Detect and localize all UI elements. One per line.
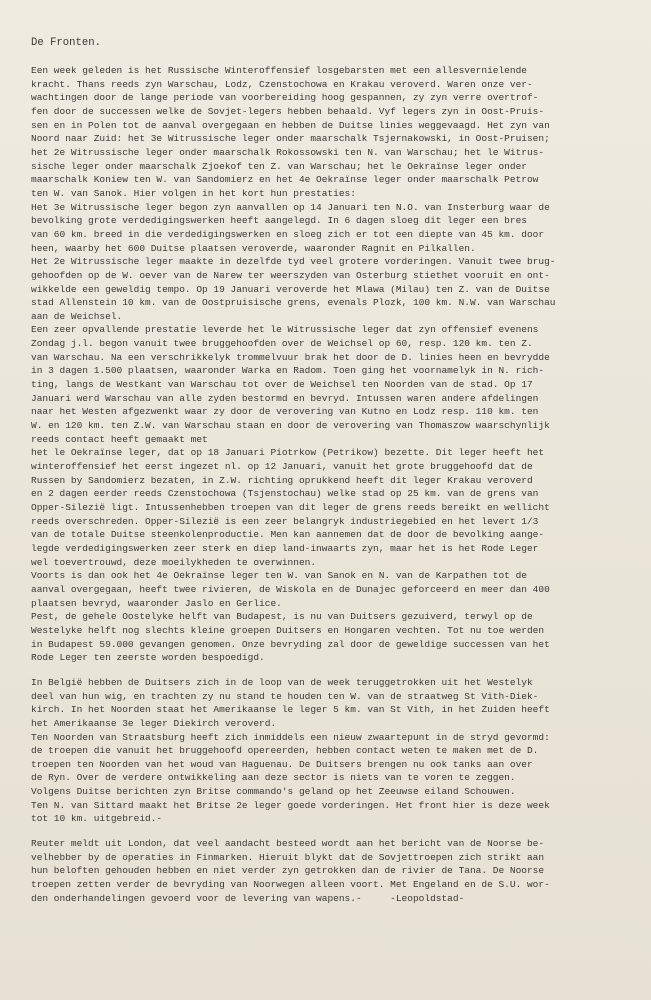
text-line: winteroffensief het eerst ingezet nl. op 12 Januari, vanuit het grote bruggehoofd dat de (31, 461, 533, 473)
text-line: van de totale Duitse steenkolenproductie. Men kan aannemen dat de door de bevolking aange- (31, 529, 545, 541)
text-line: aan de Weichsel. (31, 310, 123, 322)
text-line: Een week geleden is het Russische Winteroffensief losgebarsten met een allesvernielende (31, 65, 527, 76)
document-title: De Fronten. (31, 37, 101, 49)
text-line: ten W. van Sanok. Hier volgen in het kort hun prestaties: (31, 187, 356, 199)
text-line: plaatsen bevryd, waaronder Jaslo en Gerlice. (31, 597, 282, 609)
text-line: kracht. Thans reeds zyn Warschau, Lodz, Czenstochowa en Krakau veroverd. Waren onze ver- (31, 78, 533, 90)
text-line: Het 2e Witrussische leger maakte in dezelfde tyd veel grotere vorderingen. Vanuit twee brug- (31, 256, 556, 268)
text-line: wel toevertrouwd, deze moeilykheden te overwinnen. (31, 556, 317, 568)
text-line: ting, langs de Westkant van Warschau tot over de Weichsel ten Noorden van de stad. Op 17 (31, 379, 533, 391)
text-line: Pest, de gehele Oostelyke helft van Budapest, is nu van Duitsers gezuiverd, terwyl op de (31, 611, 533, 623)
text-line: Russen by Sandomierz bezaten, in Z.W. richting oprukkend heeft dit leger Krakau veroverd (31, 474, 533, 486)
text-line: sische leger onder maarschalk Zjoekof ten Z. van Warschau; het le Oekraïnse leger onder (31, 160, 527, 172)
text-line: W. en 120 km. ten Z.W. van Warschau staan en door de verovering van Thomaszow waarschynlijk (31, 420, 550, 432)
text-line: in 3 dagen 1.500 plaatsen, waaronder Warka en Radom. Toen ging het voornamelyk in N. rich- (31, 365, 545, 377)
text-line: sen en in Polen tot de aanval overgegaan en hebben de Duitse linies weggevaagd. Het zyn van (31, 119, 550, 131)
text-line: Ten N. van Sittard maakt het Britse 2e leger goede vorderingen. Het front hier is deze week (31, 799, 550, 811)
text-line: legde verdedigingswerken zeer sterk en diep land-inwaarts zyn, maar het is het Rode Leger (31, 542, 539, 554)
text-line: van Warschau. Na een verschrikkelyk trommelvuur brak het door de D. linies heen en bevrydde (31, 351, 550, 363)
text-line: Reuter meldt uit London, dat veel aandacht besteed wordt aan het bericht van de Noorse be- (31, 838, 545, 850)
text-line: hun beloften gehouden hebben en niet verder zyn getrokken dan de rivier de Tana. De Noorse (31, 865, 545, 877)
text-line: Westelyke helft nog slechts kleine groepen Duitsers en Hongaren vechten. Tot nu toe werden (31, 624, 545, 636)
text-line: tot 10 km. uitgebreid.- (31, 813, 163, 825)
text-line: aanval overgegaan, heeft twee rivieren, de Wiskola en de Dunajec geforceerd en meer dan 400 (31, 583, 550, 595)
paragraph-gap (31, 665, 635, 676)
text-line: Zondag j.l. begon vanuit twee bruggehoofden over de Weichsel op 60, resp. 120 km. ten Z. (31, 338, 533, 350)
text-line: de Ryn. Over de verdere ontwikkeling aan deze sector is niets van te voren te zeggen. (31, 772, 516, 784)
text-line: het le Oekraïnse leger, dat op 18 Januari Piotrkow (Petrikow) bezette. Dit leger heeft het (31, 447, 545, 459)
text-line: Ten Noorden van Straatsburg heeft zich inmiddels een nieuw zwaartepunt in de stryd gevormd: (31, 731, 550, 743)
text-line: Het 3e Witrussische leger begon zyn aanvallen op 14 Januari ten N.O. van Insterburg waar de (31, 201, 550, 213)
text-line: het 2e Witrussische leger onder maarschalk Rokossowski ten N. van Warschau; het le Witrus- (31, 146, 545, 158)
text-line: In België hebben de Duitsers zich in de loop van de week teruggetrokken uit het Westelyk (31, 676, 533, 688)
text-line: reeds contact heeft gemaakt met (31, 433, 208, 445)
text-line: Een zeer opvallende prestatie leverde het le Witrussische leger dat zyn offensief evenens (31, 324, 539, 336)
text-line: troepen ten Noorden van het woud van Haguenau. De Duitsers brengen nu ook tanks aan over (31, 758, 533, 770)
text-line: de troepen die vanuit het bruggehoofd opereerden, hebben contact weten te maken met de D. (31, 745, 539, 757)
paragraph (31, 64, 635, 665)
text-line: den onderhandelingen gevoerd voor de levering van wapens.- -Leopoldstad- (31, 892, 465, 904)
paragraph (31, 676, 635, 826)
text-line: reeds overschreden. Opper-Silezië is een zeer belangryk industriegebied en het levert 1/3 (31, 515, 539, 527)
text-line: heen, waarby het 600 Duitse plaatsen veroverde, waaronder Ragnit en Pilkallen. (31, 242, 476, 254)
document-body (31, 64, 635, 905)
text-line: Januari werd Warschau van alle zyden bestormd en bevryd. Intussen waren andere afdelingen (31, 392, 539, 404)
paragraph (31, 837, 635, 905)
text-line: troepen zetten verder de bevryding van Noorwegen alleen voort. Met Engeland en de S.U. wor- (31, 879, 550, 891)
text-line: Voorts is dan ook het 4e Oekraïnse leger ten W. van Sanok en N. van de Karpathen tot de (31, 570, 527, 582)
text-line: en 2 dagen eerder reeds Czenstochowa (Tsjenstochau) welke stad op 25 km. van de grens van (31, 488, 539, 500)
text-line: Opper-Silezië ligt. Intussenhebben troepen van dit leger de grens reeds bereikt en wellicht (31, 502, 550, 513)
text-line: deel van hun wig, en trachten zy nu stand te houden ten W. van de straatweg St Vith-Diek- (31, 690, 539, 702)
text-line: Rode Leger ten zeerste worden bespoedigd. (31, 652, 265, 664)
text-line: velhebber by de operaties in Finmarken. Hieruit blykt dat de Sovjettroepen zich strikt aan (31, 851, 545, 863)
text-line: het Amerikaanse 3e leger Diekirch veroverd. (31, 717, 277, 729)
text-line: in Budapest 59.000 gevangen genomen. Onze bevryding zal door de geweldige successen van het (31, 638, 550, 650)
text-line: bevolking grote verdedigingswerken heeft aangelegd. In 6 dagen sloeg dit leger een bres (31, 215, 527, 227)
text-line: gehoofden op de W. oever van de Narew ter weerszyden van Osterburg stiethet vooruit en ont- (31, 269, 550, 281)
text-line: wikkelde een geweldig tempo. Op 19 Januari veroverde het Mlawa (Milau) ten Z. van de Duitse (31, 283, 550, 295)
text-line: naar het Westen afgezwenkt waar zy door de verovering van Kutno en Lodz resp. 110 km. ten (31, 406, 539, 418)
text-line: fen door de successen welke de Sovjet-legers hebben behaald. Vyf legers zyn in Oost-Pruis- (31, 105, 545, 117)
text-line: maarschalk Koniew ten W. van Sandomierz en het 4e Oekraïnse leger onder maarschalk Petrow (31, 174, 539, 186)
text-line: van 60 km. breed in die verdedigingswerken en sloeg zich er tot een diepte van 45 km. door (31, 228, 545, 240)
text-line: kirch. In het Noorden staat het Amerikaanse le leger 5 km. van St Vith, in het Zuiden heeft (31, 704, 550, 716)
text-line: stad Allenstein 10 km. van de Oostpruisische grens, evenals Plozk, 100 km. N.W. van Warschau (31, 297, 556, 309)
text-line: Noord naar Zuid: het 3e Witrussische leger onder maarschalk Tsjernakowski, in Oost-Pruisen; (31, 133, 550, 145)
paragraph-gap (31, 826, 635, 837)
text-line: Volgens Duitse berichten zyn Britse commando's geland op het Zeeuwse eiland Schouwen. (31, 786, 516, 798)
text-line: wachtingen door de lange periode van voorbereiding hoog gespannen, zy zyn verre overtrof- (31, 92, 539, 104)
